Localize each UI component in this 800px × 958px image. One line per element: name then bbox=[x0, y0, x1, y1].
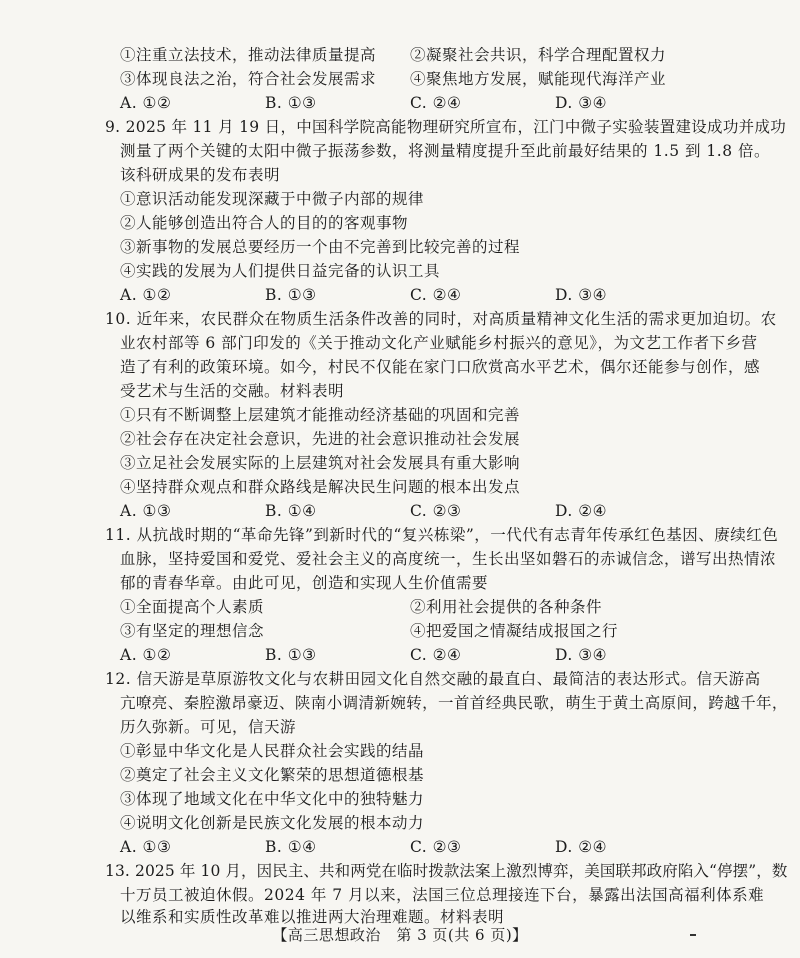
q9-option-3: ③新事物的发展总要经历一个由不完善到比较完善的过程 bbox=[120, 238, 521, 256]
q12-option-1: ①彰显中华文化是人民群众社会实践的结晶 bbox=[120, 742, 425, 760]
q11-option-1: ①全面提高个人素质 bbox=[120, 598, 265, 616]
q11-option-3: ③有坚定的理想信念 bbox=[120, 622, 265, 640]
q11-stem-line-2: 血脉，坚持爱国和爱党、爱社会主义的高度统一，生长出坚如磐石的赤诚信念，谱写出热情浓 bbox=[120, 550, 777, 568]
q8-choice-d: D. ③④ bbox=[555, 94, 608, 112]
q8-choice-b: B. ①③ bbox=[265, 94, 317, 112]
q9-option-2: ②人能够创造出符合人的目的的客观事物 bbox=[120, 214, 409, 232]
q11-stem-line-1: 11. 从抗战时期的“革命先锋”到新时代的“复兴栋梁”，一代代有志青年传承红色基因、赓续红色 bbox=[105, 526, 779, 544]
q9-choice-b: B. ①③ bbox=[265, 286, 317, 304]
q11-choice-d: D. ③④ bbox=[555, 646, 608, 664]
q11-choice-b: B. ①③ bbox=[265, 646, 317, 664]
q12-choice-c: C. ②③ bbox=[410, 838, 462, 856]
q12-choice-b: B. ①④ bbox=[265, 838, 317, 856]
q10-choice-d: D. ②④ bbox=[555, 502, 608, 520]
q10-option-1: ①只有不断调整上层建筑才能推动经济基础的巩固和完善 bbox=[120, 406, 521, 424]
q13-stem-line-1: 13. 2025 年 10 月，因民主、共和两党在临时拨款法案上激烈博弈，美国联邦政府陷入“停摆”，数 bbox=[105, 862, 788, 880]
q11-option-4: ④把爱国之情凝结成报国之行 bbox=[410, 622, 619, 640]
q10-choice-c: C. ②③ bbox=[410, 502, 462, 520]
q10-option-2: ②社会存在决定社会意识，先进的社会意识推动社会发展 bbox=[120, 430, 521, 448]
q12-choice-d: D. ②④ bbox=[555, 838, 608, 856]
q10-choice-b: B. ①④ bbox=[265, 502, 317, 520]
q8-option-3: ③体现良法之治，符合社会发展需求 bbox=[120, 70, 377, 88]
q8-choice-a: A. ①② bbox=[120, 94, 172, 112]
q8-option-1: ①注重立法技术，推动法律质量提高 bbox=[120, 46, 377, 64]
corner-mark bbox=[690, 934, 696, 936]
q9-stem-line-3: 该科研成果的发布表明 bbox=[120, 166, 281, 184]
q12-choice-a: A. ①③ bbox=[120, 838, 172, 856]
q9-stem-line-1: 9. 2025 年 11 月 19 日，中国科学院高能物理研究所宣布，江门中微子实验装置建设成功并成功 bbox=[105, 118, 787, 136]
q8-option-4: ④聚焦地方发展，赋能现代海洋产业 bbox=[410, 70, 667, 88]
q9-stem-line-2: 测量了两个关键的太阳中微子振荡参数，将测量精度提升至此前最好结果的 1.5 到 1.8 倍。 bbox=[120, 142, 771, 160]
q12-stem-line-3: 历久弥新。可见，信天游 bbox=[120, 718, 297, 736]
q12-option-2: ②奠定了社会主义文化繁荣的思想道德根基 bbox=[120, 766, 425, 784]
q12-option-3: ③体现了地域文化在中华文化中的独特魅力 bbox=[120, 790, 425, 808]
q9-choice-c: C. ②④ bbox=[410, 286, 462, 304]
q9-option-4: ④实践的发展为人们提供日益完备的认识工具 bbox=[120, 262, 441, 280]
q8-option-2: ②凝聚社会共识，科学合理配置权力 bbox=[410, 46, 667, 64]
q10-choice-a: A. ①③ bbox=[120, 502, 172, 520]
q11-option-2: ②利用社会提供的各种条件 bbox=[410, 598, 603, 616]
q11-choice-c: C. ②④ bbox=[410, 646, 462, 664]
q9-option-1: ①意识活动能发现深藏于中微子内部的规律 bbox=[120, 190, 425, 208]
q12-stem-line-2: 亢嘹亮、秦腔激昂豪迈、陕南小调清新婉转，一首首经典民歌，萌生于黄土高原间，跨越千年， bbox=[120, 694, 788, 712]
q10-option-4: ④坚持群众观点和群众路线是解决民生问题的根本出发点 bbox=[120, 478, 521, 496]
q11-choice-a: A. ①② bbox=[120, 646, 172, 664]
q9-choice-d: D. ③④ bbox=[555, 286, 608, 304]
q12-option-4: ④说明文化创新是民族文化发展的根本动力 bbox=[120, 814, 425, 832]
q10-stem-line-1: 10. 近年来，农民群众在物质生活条件改善的同时，对高质量精神文化生活的需求更加迫切。农 bbox=[105, 310, 777, 328]
q10-stem-line-4: 受艺术与生活的交融。材料表明 bbox=[120, 382, 345, 400]
q11-stem-line-3: 郁的青春华章。由此可见，创造和实现人生价值需要 bbox=[120, 574, 489, 592]
q10-stem-line-3: 造了有利的政策环境。如今，村民不仅能在家门口欣赏高水平艺术，偶尔还能参与创作，感 bbox=[120, 358, 761, 376]
q12-stem-line-1: 12. 信天游是草原游牧文化与农耕田园文化自然交融的最直白、最简洁的表达形式。信天游高 bbox=[105, 670, 761, 688]
q13-stem-line-3: 以维系和实质性改革难以推进两大治理难题。材料表明 bbox=[120, 908, 505, 926]
page-footer: 【高三思想政治 第 3 页(共 6 页)】 bbox=[272, 926, 528, 944]
q13-stem-line-2: 十万员工被迫休假。2024 年 7 月以来，法国三位总理接连下台，暴露出法国高福利体系难 bbox=[120, 886, 765, 904]
q10-stem-line-2: 业农村部等 6 部门印发的《关于推动文化产业赋能乡村振兴的意见》，为文艺工作者下乡营 bbox=[120, 334, 758, 352]
q9-choice-a: A. ①② bbox=[120, 286, 172, 304]
q10-option-3: ③立足社会发展实际的上层建筑对社会发展具有重大影响 bbox=[120, 454, 521, 472]
q8-choice-c: C. ②④ bbox=[410, 94, 462, 112]
